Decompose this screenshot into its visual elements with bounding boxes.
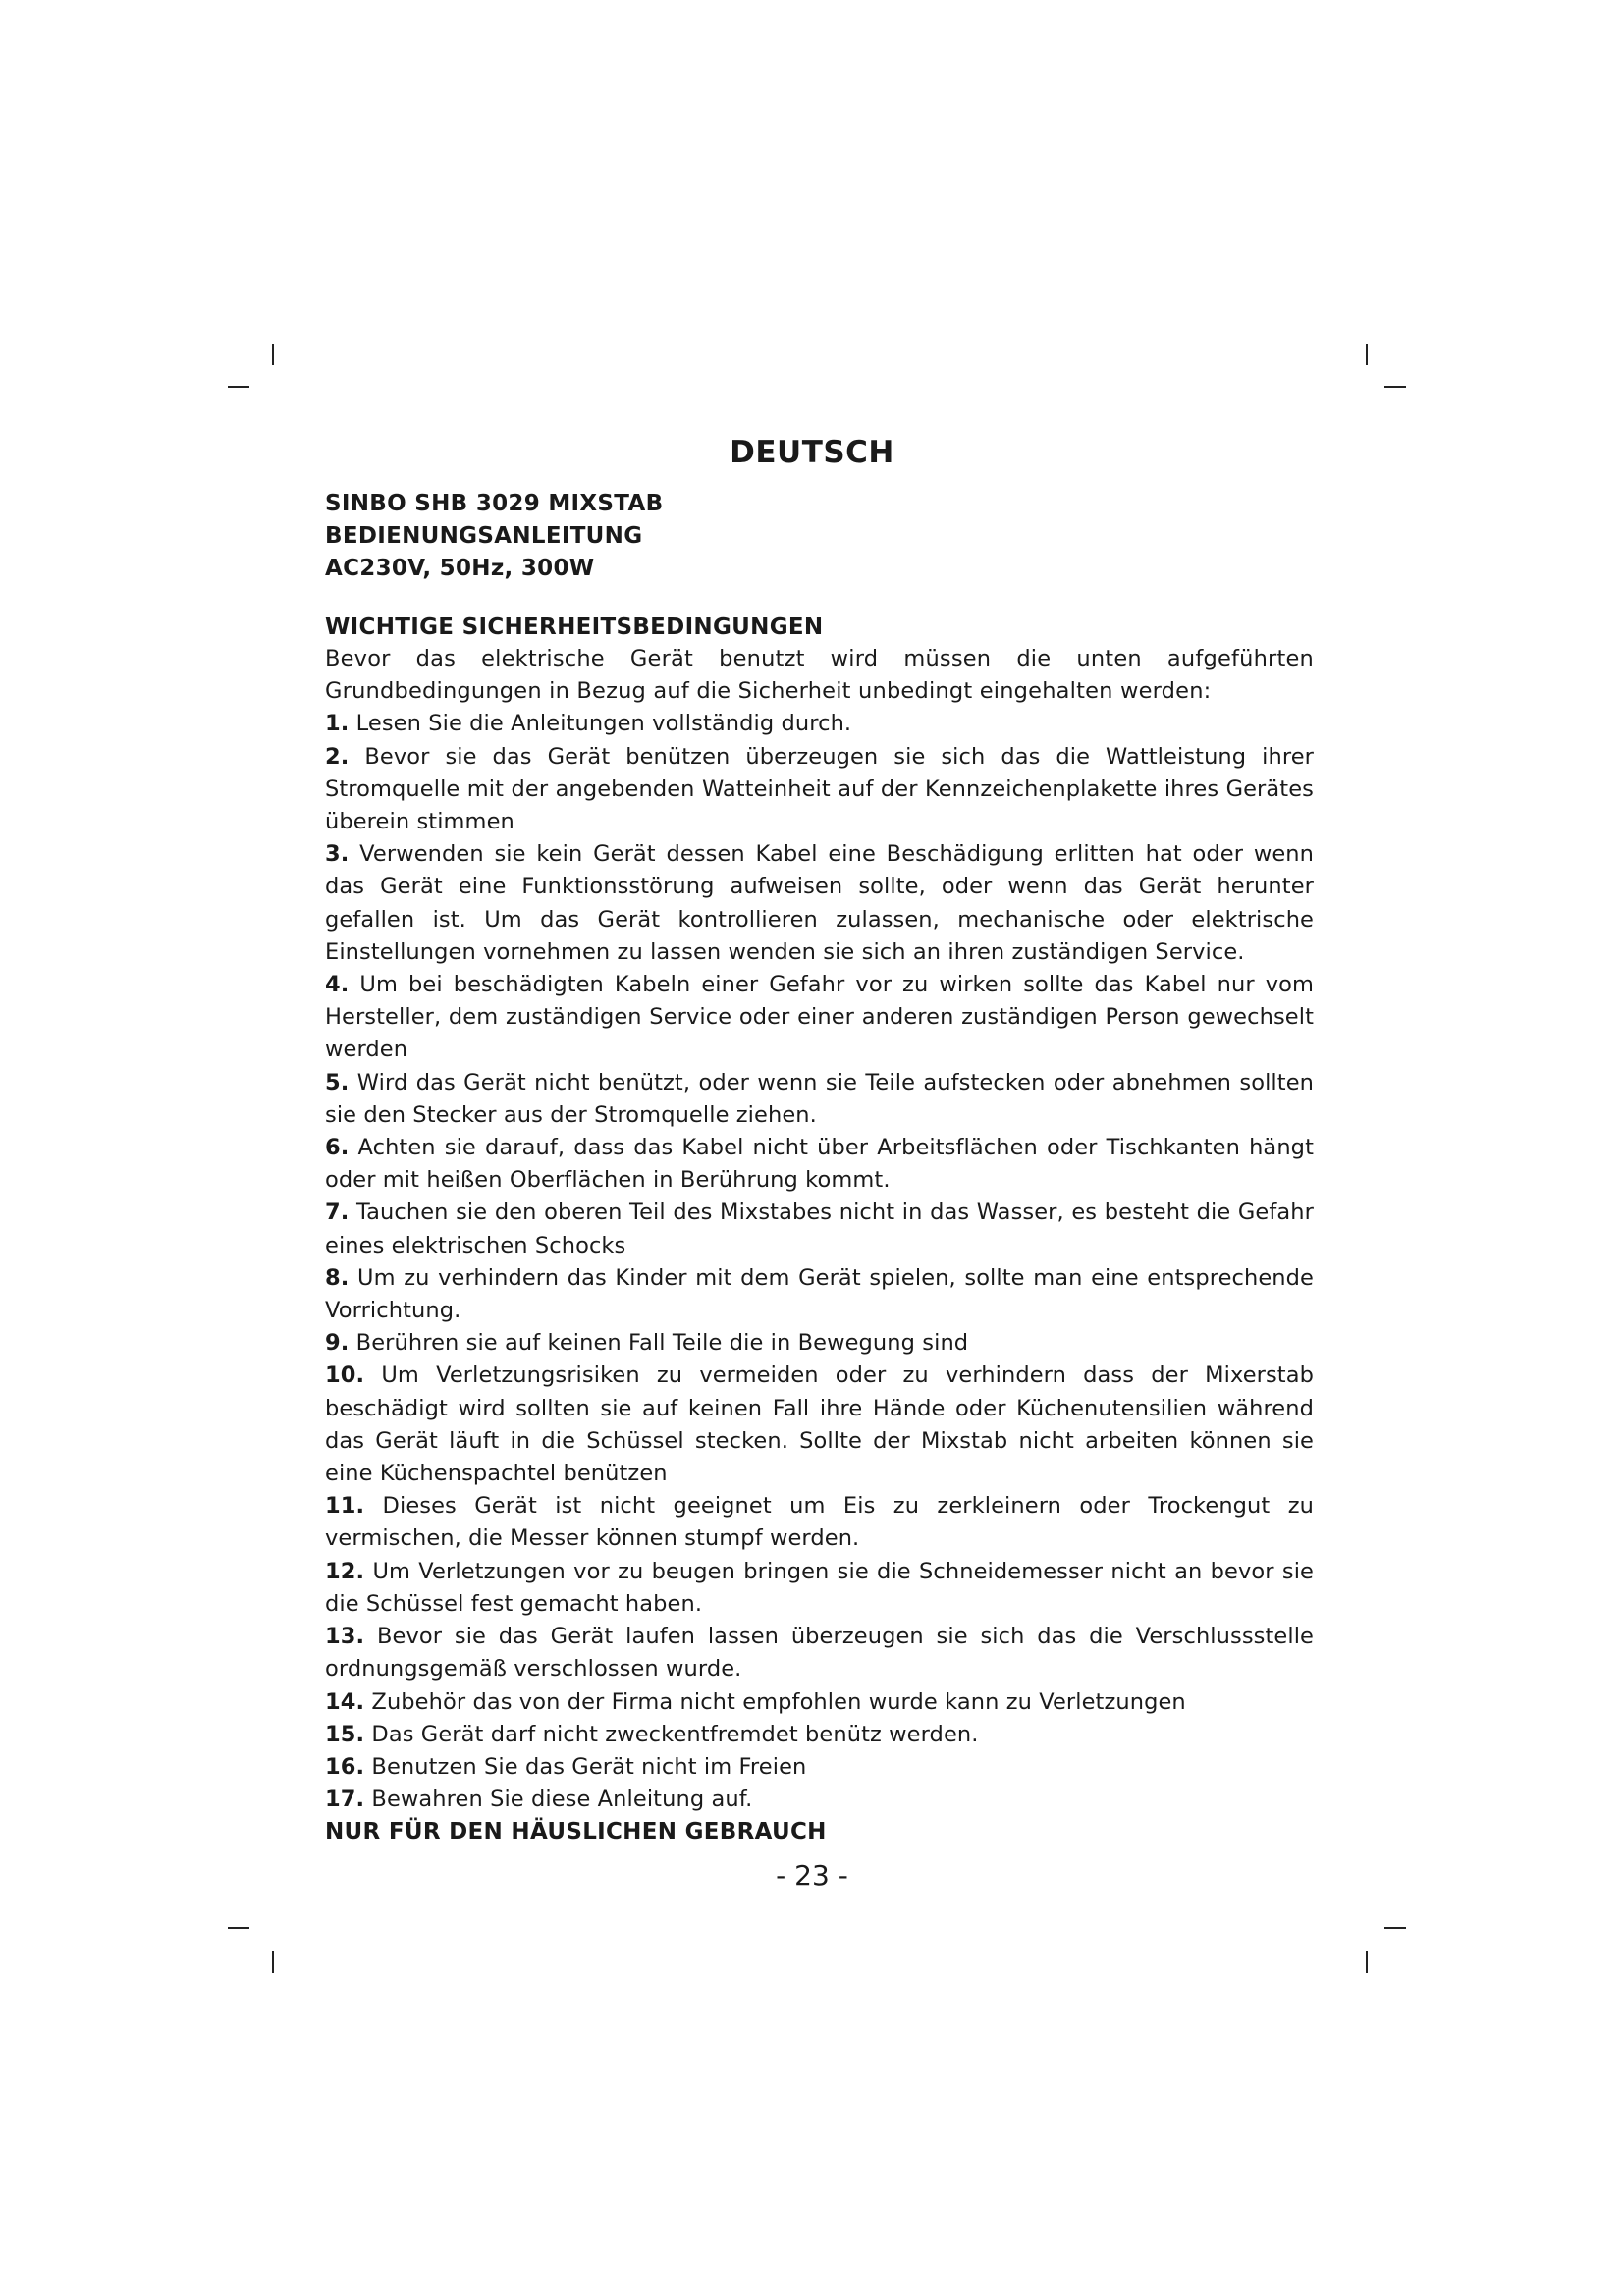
item-number: 12. <box>325 1558 365 1584</box>
item-text: Bevor sie das Gerät laufen lassen überzeugen sie sich das die Verschlussstelle ordnungsgemäß verschlossen wurde. <box>325 1624 1314 1682</box>
item-text: Bewahren Sie diese Anleitung auf. <box>364 1787 753 1813</box>
safety-item-9 <box>325 1327 1314 1360</box>
item-number: 2. <box>325 743 350 770</box>
item-text: Wird das Gerät nicht benützt, oder wenn sie Teile aufstecken oder abnehmen sollten sie den Stecker aus der Stromquelle ziehen. <box>325 1069 1314 1128</box>
safety-item-11 <box>325 1490 1314 1555</box>
safety-item-13 <box>325 1621 1314 1685</box>
crop-mark-bottom-left-vertical <box>272 1951 274 1973</box>
item-text: Benutzen Sie das Gerät nicht im Freien <box>364 1753 807 1780</box>
item-text: Dieses Gerät ist nicht geeignet um Eis zu zerkleinern oder Trockengut zu vermischen, die Messer können stumpf werden. <box>325 1493 1314 1552</box>
safety-item-4 <box>325 969 1314 1067</box>
safety-item-7 <box>325 1197 1314 1261</box>
safety-item-16 <box>325 1751 1314 1784</box>
safety-section-title: WICHTIGE SICHERHEITSBEDINGUNGEN <box>325 614 824 640</box>
item-number: 3. <box>325 841 350 868</box>
item-number: 8. <box>325 1264 350 1291</box>
safety-item-1 <box>325 708 1314 740</box>
crop-mark-top-left-vertical <box>272 344 274 365</box>
item-number: 1. <box>325 711 350 737</box>
safety-item-14 <box>325 1686 1314 1719</box>
safety-item-8 <box>325 1262 1314 1327</box>
item-number: 11. <box>325 1493 365 1520</box>
item-number: 6. <box>325 1135 350 1161</box>
safety-item-5 <box>325 1067 1314 1132</box>
safety-list <box>325 708 1314 1816</box>
item-number: 4. <box>325 972 350 998</box>
item-text: Bevor sie das Gerät benützen überzeugen sie sich das die Wattleistung ihrer Stromquelle mit der angebenden Watteinheit auf der Kennzeichenplakette ihres Gerätes überein stimmen <box>325 743 1314 835</box>
item-text: Lesen Sie die Anleitungen vollständig durch. <box>349 711 852 737</box>
item-text: Berühren sie auf keinen Fall Teile die in Bewegung sind <box>349 1330 969 1357</box>
item-number: 7. <box>325 1200 350 1226</box>
power-specs: AC230V, 50Hz, 300W <box>325 556 595 581</box>
household-use-note: NUR FÜR DEN HÄUSLICHEN GEBRAUCH <box>325 1819 827 1845</box>
safety-item-6 <box>325 1132 1314 1197</box>
product-model: SINBO SHB 3029 MIXSTAB <box>325 491 664 516</box>
item-text: Achten sie darauf, dass das Kabel nicht über Arbeitsflächen oder Tischkanten hängt oder mit heißen Oberflächen in Berührung kommt. <box>325 1135 1314 1194</box>
safety-item-15 <box>325 1719 1314 1751</box>
item-text: Das Gerät darf nicht zweckentfremdet benütz werden. <box>364 1721 979 1747</box>
item-number: 13. <box>325 1624 365 1650</box>
safety-item-10 <box>325 1360 1314 1490</box>
manual-content <box>325 488 1314 1847</box>
item-number: 17. <box>325 1787 365 1813</box>
crop-mark-bottom-right-horizontal <box>1384 1927 1406 1929</box>
item-number: 10. <box>325 1362 365 1389</box>
crop-mark-bottom-left-horizontal <box>228 1927 249 1929</box>
product-header <box>325 488 1314 585</box>
item-text: Verwenden sie kein Gerät dessen Kabel eine Beschädigung erlitten hat oder wenn das Gerät eine Funktionsstörung aufweisen sollte, oder wenn das Gerät herunter gefallen ist. Um das Gerät kontrollieren zulassen, mechanische oder elektrische Einstellungen vornehmen zu lassen wenden sie sich an ihren zuständigen Service. <box>325 841 1314 965</box>
item-number: 9. <box>325 1330 350 1357</box>
item-number: 16. <box>325 1753 365 1780</box>
safety-item-12 <box>325 1556 1314 1621</box>
crop-mark-bottom-right-vertical <box>1366 1951 1368 1973</box>
safety-item-2 <box>325 741 1314 839</box>
safety-item-3 <box>325 838 1314 969</box>
item-text: Tauchen sie den oberen Teil des Mixstabes nicht in das Wasser, es besteht die Gefahr eines elektrischen Schocks <box>325 1200 1314 1258</box>
crop-mark-top-right-vertical <box>1366 344 1368 365</box>
item-text: Um Verletzungsrisiken zu vermeiden oder zu verhindern dass der Mixerstab beschädigt wird sollten sie auf keinen Fall ihre Hände oder Küchenutensilien während das Gerät läuft in die Schüssel stecken. Sollte der Mixstab nicht arbeiten können sie eine Küchenspachtel benützen <box>325 1362 1314 1487</box>
item-text: Um zu verhindern das Kinder mit dem Gerät spielen, sollte man eine entsprechende Vorrichtung. <box>325 1264 1314 1324</box>
page-number: - 23 - <box>776 1859 848 1892</box>
language-title: DEUTSCH <box>730 435 894 470</box>
crop-mark-top-left-horizontal <box>228 386 249 388</box>
item-number: 5. <box>325 1069 350 1095</box>
item-text: Zubehör das von der Firma nicht empfohlen wurde kann zu Verletzungen <box>364 1688 1186 1715</box>
item-number: 15. <box>325 1721 365 1747</box>
crop-mark-top-right-horizontal <box>1384 386 1406 388</box>
safety-item-17 <box>325 1784 1314 1816</box>
safety-intro: Bevor das elektrische Gerät benutzt wird müssen die unten aufgeführten Grundbedingungen in Bezug auf die Sicherheit unbedingt eingehalten werden: <box>325 646 1314 705</box>
item-text: Um bei beschädigten Kabeln einer Gefahr vor zu wirken sollte das Kabel nur vom Hersteller, dem zuständigen Service oder einer anderen zuständigen Person gewechselt werden <box>325 972 1314 1063</box>
item-number: 14. <box>325 1688 365 1715</box>
item-text: Um Verletzungen vor zu beugen bringen sie die Schneidemesser nicht an bevor sie die Schüssel fest gemacht haben. <box>325 1558 1314 1617</box>
document-type: BEDIENUNGSANLEITUNG <box>325 523 643 549</box>
